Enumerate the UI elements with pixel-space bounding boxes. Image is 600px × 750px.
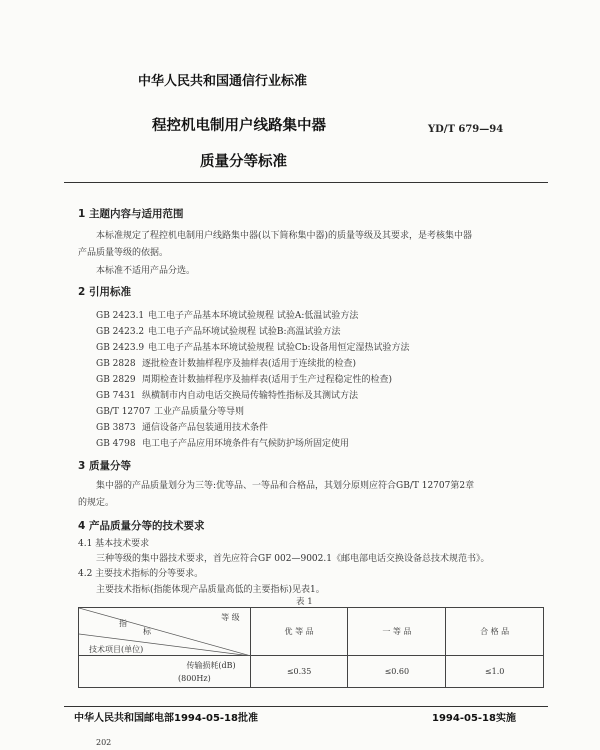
ref-item: [96, 420, 268, 433]
ref-title: 电工电子产品基本环境试验规程 试验Cb:设备用恒定湿热试验方法: [148, 343, 410, 353]
page-number: 202: [96, 738, 112, 747]
ref-item: [96, 372, 392, 385]
row-value-premium: ≤0.35: [250, 656, 348, 688]
section3-line2: 的规定。: [78, 498, 115, 508]
row-value-qualified: ≤1.0: [446, 656, 544, 688]
footer-rule: [64, 706, 548, 707]
ref-title: 周期检查计数抽样程序及抽样表(适用于生产过程稳定性的检查): [142, 375, 393, 385]
ref-item: [96, 404, 244, 417]
ref-code: GB/T 12707: [96, 407, 151, 417]
ref-title: 工业产品质量分等导则: [154, 407, 245, 417]
table-row: [79, 656, 544, 688]
ref-title: 纵横制市内自动电话交换局传输特性指标及其测试方法: [142, 391, 359, 401]
org-title: 中华人民共和国通信行业标准: [138, 74, 308, 89]
section3-heading: 3 质量分等: [78, 460, 131, 472]
corner-indicator-label: 指: [119, 619, 127, 628]
doc-subtitle: 质量分等标准: [200, 154, 287, 170]
ref-item: [96, 340, 410, 353]
section1-para2: 本标准不适用产品分选。: [96, 266, 196, 276]
ref-code: GB 2423.1: [96, 311, 145, 321]
section1-para1-line1: 本标准规定了程控机电制用户线路集中器(以下简称集中器)的质量等级及其要求，是考核集中器: [96, 231, 473, 241]
row-value-first-class: ≤0.60: [348, 656, 446, 688]
ref-title: 逐批检查计数抽样程序及抽样表(适用于连续批的检查): [142, 359, 357, 369]
ref-item: [96, 388, 358, 401]
standard-number: YD/T 679—94: [428, 124, 504, 135]
section4-2-heading: 4.2 主要技术指标的分等要求。: [78, 569, 204, 579]
section4-heading: 4 产品质量分等的技术要求: [78, 520, 205, 532]
row-item-condition: (800Hz): [177, 674, 211, 683]
column-header-qualified: 合 格 品: [446, 608, 544, 656]
ref-code: GB 7431: [96, 391, 136, 401]
ref-item: [96, 356, 356, 369]
ref-code: GB 4798: [96, 439, 136, 449]
corner-grade-label: 等 级: [221, 613, 240, 622]
ref-item: [96, 308, 358, 321]
footer-effective: 1994-05-18实施: [432, 713, 516, 724]
column-header-premium: 优 等 品: [250, 608, 348, 656]
ref-code: GB 2423.2: [96, 327, 145, 337]
ref-code: GB 2828: [96, 359, 136, 369]
column-header-first-class: 一 等 品: [348, 608, 446, 656]
doc-title: 程控机电制用户线路集中器: [152, 118, 326, 134]
ref-code: GB 2829: [96, 375, 136, 385]
section2-heading: 2 引用标准: [78, 286, 131, 298]
section1-para1-line2: 产品质量等级的依据。: [78, 248, 169, 258]
footer-issued: 中华人民共和国邮电部1994-05-18批准: [74, 713, 258, 724]
corner-item-label: 技术项目(单位): [89, 645, 144, 654]
table-corner-cell: [79, 608, 251, 656]
ref-title: 电工电子产品环境试验规程 试验B:高温试验方法: [148, 327, 341, 337]
ref-item: [96, 436, 349, 449]
ref-code: GB 3873: [96, 423, 136, 433]
corner-label: 标: [143, 627, 151, 636]
row-item-cell: [79, 656, 251, 688]
ref-title: 通信设备产品包装通用技术条件: [142, 423, 269, 433]
row-item-name: 传输损耗(dB): [186, 661, 236, 670]
quality-grade-table: [78, 607, 544, 688]
section3-line1: 集中器的产品质量划分为三等:优等品、一等品和合格品，其划分原则应符合GB/T 12707第2章: [96, 481, 475, 491]
section4-1-heading: 4.1 基本技术要求: [78, 539, 150, 549]
ref-title: 电工电子产品应用环境条件有气候防护场所固定使用: [142, 439, 350, 449]
section4-2-text: 主要技术指标(指能体现产品质量高低的主要指标)见表1。: [96, 585, 325, 595]
ref-item: [96, 324, 341, 337]
section1-heading: 1 主题内容与适用范围: [78, 208, 184, 220]
ref-code: GB 2423.9: [96, 343, 145, 353]
table-caption: 表 1: [296, 597, 313, 607]
header-rule: [64, 182, 548, 183]
section4-1-text: 三种等级的集中器技术要求，首先应符合GF 002—9002.1《邮电部电话交换设备总技术规范书》。: [96, 554, 490, 564]
ref-title: 电工电子产品基本环境试验规程 试验A:低温试验方法: [148, 311, 359, 321]
